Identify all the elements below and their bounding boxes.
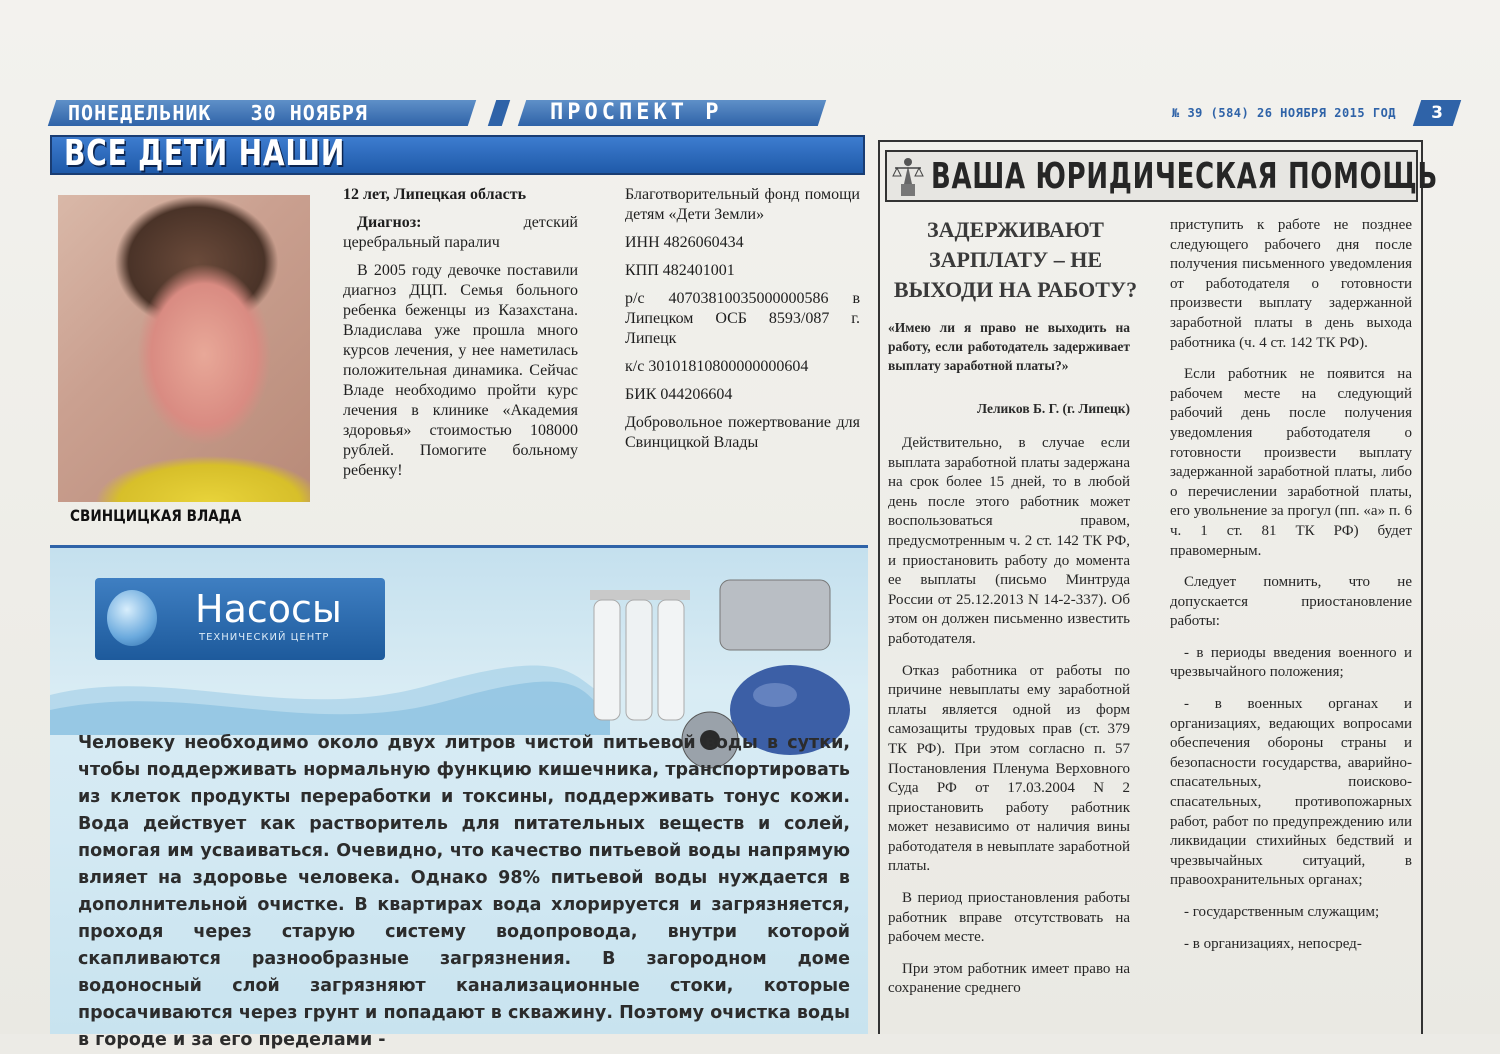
masthead-date-text: ПОНЕДЕЛЬНИК 30 НОЯБРЯ (68, 101, 368, 125)
page-number-text: 3 (1431, 103, 1443, 123)
story-text: В 2005 году девочке поставили диагноз ДЦП. Семья больного ребенка беженцы из Казахстана. Владислава уже прошла много курсов лечения, у нее наметилась положительная динамика. Сейчас Владе необходимо пройти курс лечения в клинике «Академия здоровья» стоимостью 108000 рублей. Помогите больному ребенку! (343, 262, 578, 479)
masthead-date (48, 100, 476, 126)
legal-paragraph: При этом работник имеет право на сохранение среднего (888, 960, 1130, 997)
legal-column-right (1170, 216, 1412, 966)
legal-paragraph: Действительно, в случае если выплата заработной платы задержана на срок более 15 дней, то в любой день после этого работник может воспользоваться правом, предусмотренным ч. 2 ст. 142 ТК РФ, и приостановить работу до момента ее выплаты (письмо Минтруда России от 25.12.2013 N 14-2-337). Об этом он должен письменно известить работодателя. (888, 435, 1130, 647)
pumps-logo (95, 578, 385, 660)
legal-paragraph: В период приостановления работы работник вправе отсутствовать на рабочем месте. (888, 890, 1130, 946)
legal-paragraph: Следует помнить, что не допускается приостановление работы: (1170, 574, 1412, 630)
donation-details-column (625, 185, 860, 461)
masthead-brand-text: ПРОСПЕКТ Р (550, 100, 723, 125)
water-drop-icon (107, 590, 157, 646)
corr-account: к/с 30101810800000000604 (625, 358, 809, 375)
reader-question: «Имею ли я право не выходить на работу, если работодатель задерживает выплату заработной платы?» (888, 320, 1130, 373)
fund-name: Благотворительный фонд помощи детям «Дети Земли» (625, 186, 860, 223)
masthead-brand (518, 100, 826, 126)
legal-paragraph-continued: приступить к работе не позднее следующего рабочего дня после получения письменного уведомления от работодателя о готовности произвести выплату задержанной заработной платы в день выхода работника (ч. 4 ст. 142 ТК РФ). (1170, 217, 1412, 351)
legal-list-item: - в периоды введения военного и чрезвычайного положения; (1170, 644, 1412, 681)
bank-account: р/с 40703810035000000586 в Липецком ОСБ 8593/087 г. Липецк (625, 290, 860, 347)
legal-column-left (888, 434, 1130, 1011)
kpp: КПП 482401001 (625, 262, 735, 279)
photo-caption: СВИНЦИЦКАЯ ВЛАДА (70, 506, 242, 525)
legal-banner (885, 150, 1438, 202)
bik: БИК 044206604 (625, 386, 733, 403)
child-photo (58, 195, 310, 502)
donation-purpose: Добровольное пожертвование для Свинцицкой Влады (625, 414, 860, 451)
legal-banner-title: ВАША ЮРИДИЧЕСКАЯ ПОМОЩЬ (931, 156, 1438, 197)
water-wave-graphic (50, 655, 610, 735)
pumps-advertisement (50, 545, 868, 1050)
question-author: Леликов Б. Г. (г. Липецк) (977, 401, 1130, 416)
legal-paragraph: Если работник не появится на рабочем месте на следующий рабочий день после получения уведомления работодателя о готовности произвести выплату задержанной заработной платы, либо о перечислении заработной платы, его увольнение за прогул (пп. «а» п. 6 ч. 1 ст. 81 ТК РФ) будет правомерным. (1170, 366, 1412, 559)
themis-icon (891, 154, 925, 198)
ad-body-text: Человеку необходимо около двух литров чистой питьевой воды в сутки, чтобы поддерживать нормальную функцию кишечника, транспортировать из клеток продукты переработки и токсины, поддерживать тонус кожи. Вода действует как растворитель для питательных веществ и солей, помогая им усваиваться. Очевидно, что качество питьевой воды напрямую влияет на здоровье человека. Однако 98% питьевой воды нуждается в дополнительной очистке. В квартирах вода хлорируется и загрязняется, проходя через старую систему водопровода, внутри которой скапливаются разнообразные загрязнения. В загородном доме водоносный слой загрязняют канализационные стоки, которые просачиваются через грунт и попадают в скважину. Поэтому очистка воды в городе и за его пределами - (78, 733, 850, 1050)
masthead-divider (488, 100, 510, 126)
charity-story-column (343, 185, 578, 489)
legal-list-item: - в военных органах и организациях, ведающих вопросами обеспечения обороны страны и безопасности государства, аварийно-спасательных, поисково-спасательных, противопожарных работ, работ по предупреждению или ликвидации стихийных бедствий и чрезвычайных ситуаций, в правоохранительных органах; (1170, 696, 1412, 889)
page-number (1413, 100, 1461, 126)
legal-list-item: - в организациях, непосред- (1184, 935, 1362, 952)
age-region: 12 лет, Липецкая область (343, 186, 527, 203)
charity-banner-title: ВСЕ ДЕТИ НАШИ (64, 133, 346, 174)
legal-list-item: - государственным служащим; (1184, 904, 1380, 920)
logo-name: Насосы (195, 587, 342, 631)
diagnosis-text: детский церебральный паралич (343, 214, 578, 251)
charity-banner (50, 135, 865, 175)
ad-top-rule (50, 545, 868, 548)
legal-paragraph: Отказ работника от работы по причине невыплаты ему заработной платы является одной из форм самозащиты трудовых прав (ст. 379 ТК РФ). При этом согласно п. 57 Постановления Пленума Верховного Суда РФ от 17.03.2004 N 2 приостановить работу работник может независимо от наличия вины работодателя в невыплате заработной платы. (888, 662, 1130, 875)
article-headline: ЗАДЕРЖИВАЮТ ЗАРПЛАТУ – НЕ ВЫХОДИ НА РАБОТУ? (893, 217, 1138, 302)
logo-subtitle: ТЕХНИЧЕСКИЙ ЦЕНТР (199, 632, 330, 643)
inn: ИНН 4826060434 (625, 234, 744, 251)
masthead-issue: № 39 (584) 26 НОЯБРЯ 2015 ГОД (1172, 106, 1397, 120)
diagnosis-label: Диагноз: (357, 214, 422, 231)
diagnosis (343, 213, 578, 253)
masthead (52, 100, 1447, 128)
